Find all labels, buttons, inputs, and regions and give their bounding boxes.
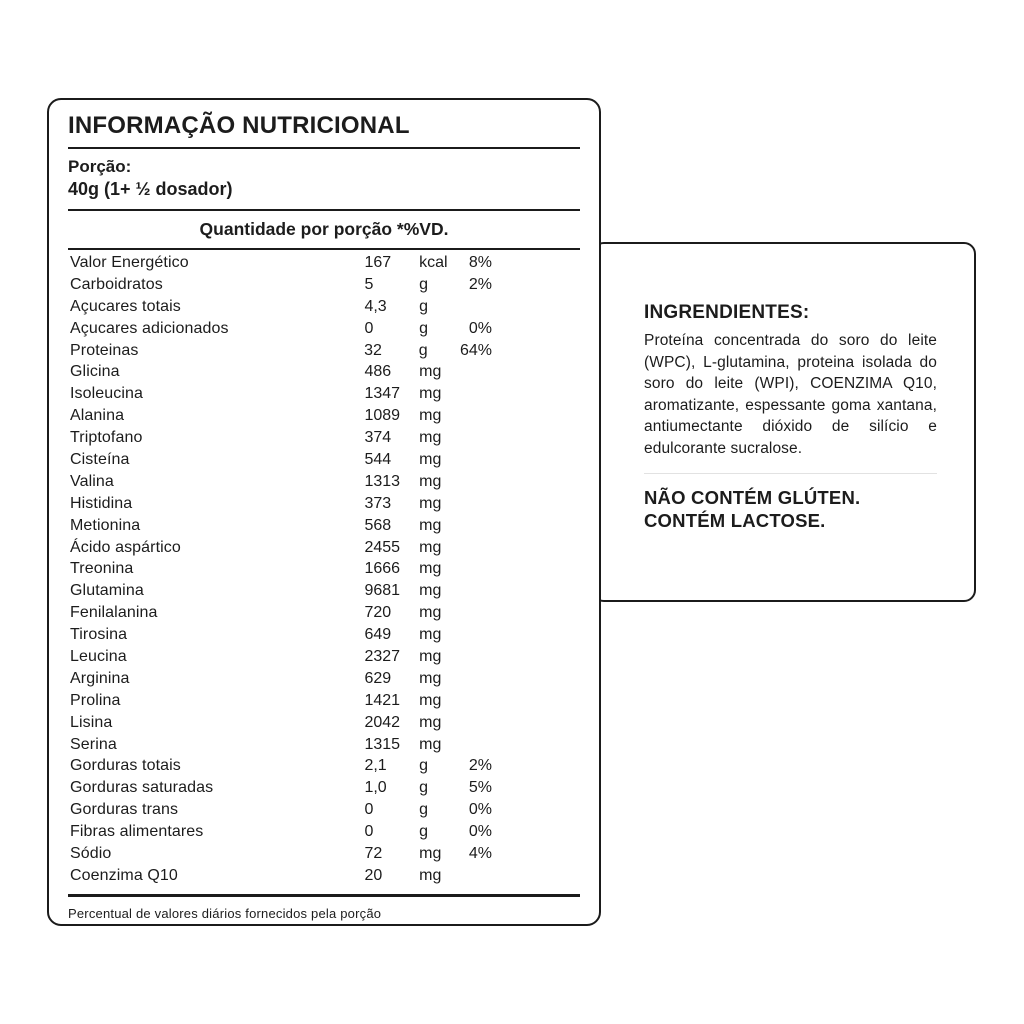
nutrient-amount: 568 xyxy=(364,516,392,534)
nutrient-unit: kcal xyxy=(419,254,448,271)
nutrient-unit: mg xyxy=(419,538,442,556)
nutrient-amount: 2327 xyxy=(364,648,401,666)
nutrient-unit: mg xyxy=(419,472,442,490)
nutrient-daily-value: 2% xyxy=(468,275,492,293)
nutrient-unit: g xyxy=(419,297,429,315)
nutrient-name: Histidina xyxy=(70,494,133,512)
nutrient-unit: g xyxy=(419,757,429,775)
nutrient-name: Carboidratos xyxy=(70,275,163,293)
nutrient-name: Proteinas xyxy=(70,341,139,359)
serving-block xyxy=(68,156,580,201)
nutrient-name: Fibras alimentares xyxy=(70,823,204,841)
nutrient-daily-value: 5% xyxy=(468,779,492,797)
nutrient-name: Tirosina xyxy=(70,626,128,644)
table-row xyxy=(68,867,580,889)
nutrient-amount: 2455 xyxy=(364,538,401,556)
nutrient-unit: mg xyxy=(419,385,442,403)
nutrient-name: Gorduras totais xyxy=(70,757,181,775)
nutrient-name: Treonina xyxy=(70,560,134,578)
footnote-rule xyxy=(68,894,580,897)
panel-title: INFORMAÇÃO NUTRICIONAL xyxy=(68,112,410,139)
table-row xyxy=(68,692,580,714)
nutrient-name: Açucares adicionados xyxy=(70,319,229,337)
nutrient-name: Sódio xyxy=(70,845,112,863)
nutrient-unit: mg xyxy=(419,669,442,687)
nutrient-name: Prolina xyxy=(70,691,121,709)
nutrient-unit: g xyxy=(419,823,429,841)
nutrient-amount: 1666 xyxy=(364,560,401,578)
nutrient-daily-value: 0% xyxy=(468,319,492,337)
nutrient-amount: 4,3 xyxy=(364,297,387,315)
nutrient-amount: 373 xyxy=(364,494,392,512)
nutrient-amount: 544 xyxy=(364,451,392,469)
nutrient-amount: 374 xyxy=(364,429,392,447)
nutrient-amount: 1421 xyxy=(364,691,401,709)
nutrient-name: Gorduras trans xyxy=(70,801,179,819)
nutrient-daily-value: 64% xyxy=(459,341,492,359)
ingredients-divider xyxy=(644,473,937,474)
table-row xyxy=(68,320,580,342)
nutrient-unit: mg xyxy=(419,713,442,731)
nutrient-name: Glutamina xyxy=(70,582,144,600)
nutrient-name: Valor Energético xyxy=(70,254,189,271)
table-row xyxy=(68,648,580,670)
table-row xyxy=(68,539,580,561)
nutrient-amount: 1313 xyxy=(364,472,401,490)
nutrient-name: Lisina xyxy=(70,713,113,731)
nutrient-unit: mg xyxy=(419,582,442,600)
allergen-gluten: NÃO CONTÉM GLÚTEN. xyxy=(644,486,861,508)
allergen-lactose: CONTÉM LACTOSE. xyxy=(644,509,826,531)
table-row xyxy=(68,582,580,604)
table-row xyxy=(68,342,580,364)
nutrient-amount: 2,1 xyxy=(364,757,387,775)
nutrient-unit: mg xyxy=(419,648,442,666)
nutrient-amount: 2042 xyxy=(364,713,401,731)
nutrient-unit: g xyxy=(419,319,429,337)
footnote: Percentual de valores diários fornecidos pela porção xyxy=(68,905,382,921)
nutrient-daily-value: 8% xyxy=(468,254,492,271)
nutrient-unit: mg xyxy=(419,560,442,578)
nutrient-unit: mg xyxy=(419,866,442,884)
nutrient-unit: mg xyxy=(419,407,442,425)
nutrient-amount: 1315 xyxy=(364,735,401,753)
nutrient-amount: 5 xyxy=(364,275,374,293)
table-row xyxy=(68,626,580,648)
title-rule xyxy=(68,147,580,149)
nutrient-unit: mg xyxy=(419,691,442,709)
table-row xyxy=(68,779,580,801)
nutrient-daily-value: 0% xyxy=(468,823,492,841)
table-row xyxy=(68,845,580,867)
table-row xyxy=(68,560,580,582)
nutrient-amount: 720 xyxy=(364,604,392,622)
nutrient-name: Açucares totais xyxy=(70,297,181,315)
table-row xyxy=(68,714,580,736)
ingredients-text: Proteína concentrada do soro do leite (WPC), L-glutamina, proteina isolada do soro do leite (WPI), COENZIMA Q10, aromatizante, espessante goma xantana, antiumectante dióxido de silício e edulcorante sucralose. xyxy=(644,332,937,457)
table-row xyxy=(68,736,580,758)
nutrient-unit: g xyxy=(419,779,429,797)
nutrient-name: Valina xyxy=(70,472,114,490)
nutrient-unit: mg xyxy=(419,516,442,534)
serving-size: 40g (1+ ½ dosador) xyxy=(68,179,233,199)
nutrient-name: Triptofano xyxy=(70,429,143,447)
nutrient-amount: 20 xyxy=(364,866,383,884)
nutrient-unit: mg xyxy=(419,845,442,863)
nutrient-amount: 72 xyxy=(364,845,383,863)
nutrient-unit: g xyxy=(419,275,429,293)
nutrient-daily-value: 0% xyxy=(468,801,492,819)
nutrient-name: Fenilalanina xyxy=(70,604,158,622)
table-row xyxy=(68,429,580,451)
nutrient-unit: mg xyxy=(419,626,442,644)
nutrition-panel xyxy=(47,98,601,926)
nutrient-unit: g xyxy=(419,801,429,819)
table-row xyxy=(68,276,580,298)
table-row xyxy=(68,473,580,495)
table-row xyxy=(68,298,580,320)
table-row xyxy=(68,757,580,779)
nutrient-amount: 629 xyxy=(364,669,392,687)
nutrient-amount: 649 xyxy=(364,626,392,644)
ingredients-panel xyxy=(592,242,976,602)
header-rule xyxy=(68,248,580,250)
nutrient-table xyxy=(68,254,580,889)
nutrient-unit: g xyxy=(418,341,428,359)
nutrient-amount: 1347 xyxy=(364,385,401,403)
nutrient-daily-value: 2% xyxy=(468,757,492,775)
serving-rule xyxy=(68,209,580,211)
nutrient-name: Isoleucina xyxy=(70,385,144,403)
nutrient-name: Ácido aspártico xyxy=(70,538,181,556)
table-row xyxy=(68,517,580,539)
nutrient-name: Leucina xyxy=(70,648,127,666)
nutrient-name: Metionina xyxy=(70,516,141,534)
table-row xyxy=(68,451,580,473)
table-row xyxy=(68,801,580,823)
nutrient-amount: 167 xyxy=(364,254,392,271)
serving-label: Porção: xyxy=(68,157,132,176)
nutrient-name: Arginina xyxy=(70,669,130,687)
table-row xyxy=(68,670,580,692)
nutrient-name: Serina xyxy=(70,735,117,753)
nutrient-amount: 486 xyxy=(364,363,392,381)
table-row xyxy=(68,604,580,626)
nutrient-amount: 9681 xyxy=(364,582,401,600)
nutrient-unit: mg xyxy=(419,363,442,381)
nutrient-unit: mg xyxy=(419,451,442,469)
nutrient-name: Glicina xyxy=(70,363,120,381)
nutrient-unit: mg xyxy=(419,735,442,753)
nutrient-daily-value: 4% xyxy=(468,845,492,863)
nutrient-unit: mg xyxy=(419,604,442,622)
nutrient-amount: 32 xyxy=(364,341,382,359)
nutrient-name: Gorduras saturadas xyxy=(70,779,214,797)
nutrient-unit: mg xyxy=(419,494,442,512)
table-row xyxy=(68,254,580,276)
nutrient-name: Coenzima Q10 xyxy=(70,866,178,884)
table-row xyxy=(68,495,580,517)
nutrient-amount: 0 xyxy=(364,319,374,337)
table-row xyxy=(68,385,580,407)
table-column-header: Quantidade por porção *%VD. xyxy=(199,219,449,239)
ingredients-heading: INGRENDIENTES: xyxy=(644,302,810,323)
nutrient-name: Alanina xyxy=(70,407,125,425)
table-row xyxy=(68,823,580,845)
table-row xyxy=(68,407,580,429)
nutrient-amount: 1,0 xyxy=(364,779,387,797)
nutrient-unit: mg xyxy=(419,429,442,447)
nutrient-amount: 0 xyxy=(364,801,374,819)
nutrient-amount: 1089 xyxy=(364,407,401,425)
nutrient-amount: 0 xyxy=(364,823,374,841)
nutrient-name: Cisteína xyxy=(70,451,130,469)
table-row xyxy=(68,363,580,385)
